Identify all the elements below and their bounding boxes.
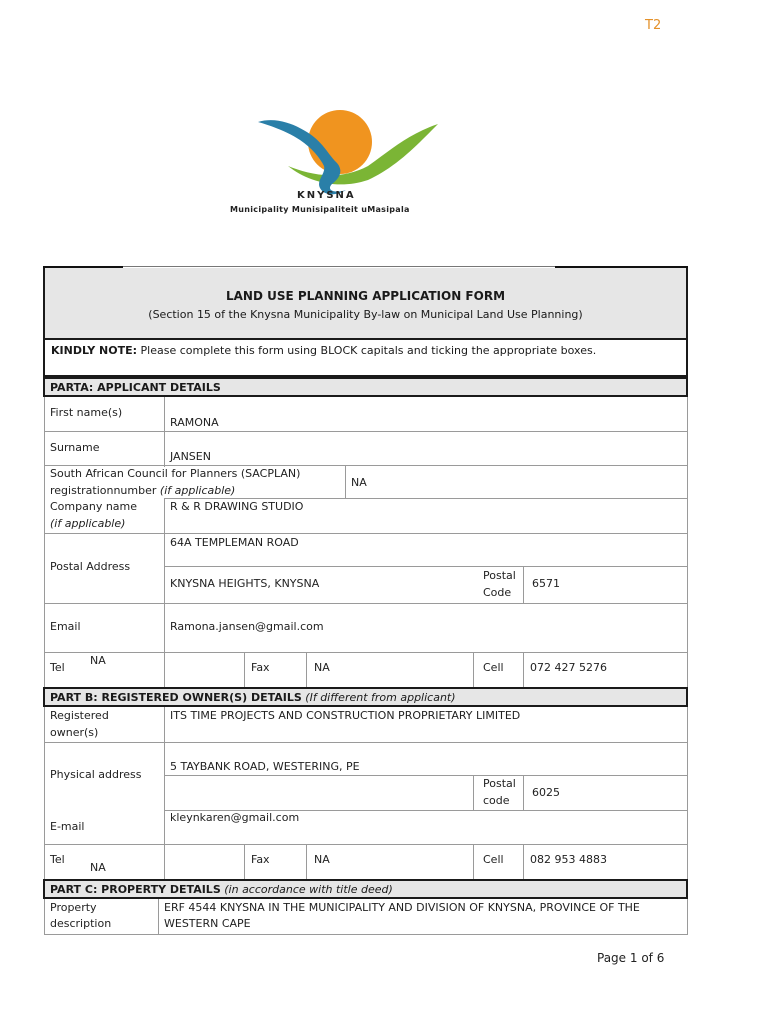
grid-line <box>164 775 688 776</box>
cell-label: Cell <box>483 661 504 674</box>
grid-line <box>44 603 688 604</box>
physical-address-label: Physical address <box>50 768 142 781</box>
sacplan-label: South African Council for Planners (SACPLAN) <box>50 467 301 480</box>
grid-line <box>44 707 45 879</box>
postal-address-line1[interactable]: 64A TEMPLEMAN ROAD <box>170 536 299 549</box>
owner-postal-code-label: Postal <box>483 777 516 790</box>
owner-label: Registered <box>50 709 109 722</box>
grid-line <box>473 775 474 810</box>
sacplan-field[interactable]: NA <box>351 476 367 489</box>
form-header <box>43 268 688 340</box>
grid-line <box>164 498 165 688</box>
owner-email-field[interactable]: kleynkaren@gmail.com <box>170 811 300 824</box>
fax-label: Fax <box>251 661 270 674</box>
grid-line <box>473 652 474 687</box>
owner-tel-field[interactable]: NA <box>90 861 106 874</box>
part-b-title: PART B: REGISTERED OWNER(S) DETAILS <box>50 691 302 704</box>
grid-line <box>523 566 524 603</box>
grid-line <box>244 844 245 879</box>
tel-label: Tel <box>50 661 65 674</box>
physical-address-field[interactable]: 5 TAYBANK ROAD, WESTERING, PE <box>170 760 360 773</box>
form-title: LAND USE PLANNING APPLICATION FORM <box>225 289 506 303</box>
first-name-label: First name(s) <box>50 406 123 419</box>
part-b-note: (If different from applicant) <box>301 691 456 704</box>
email-label: Email <box>50 620 81 633</box>
part-b-heading <box>43 687 688 707</box>
note-text: Please complete this form using BLOCK capitals and ticking the appropriate boxes. <box>137 344 597 357</box>
kindly-note <box>43 340 688 377</box>
grid-line <box>687 707 688 879</box>
grid-line <box>473 844 474 879</box>
owner-label-2: owner(s) <box>50 726 99 739</box>
note-label: KINDLY NOTE: <box>51 344 138 357</box>
part-c-heading <box>43 879 688 899</box>
owner-postal-code-label-2: code <box>483 794 510 807</box>
postal-address-label: Postal Address <box>50 560 131 573</box>
page-number: Page 1 of 6 <box>597 951 665 965</box>
postal-code-field[interactable]: 6571 <box>532 577 560 590</box>
owner-field[interactable]: ITS TIME PROJECTS AND CONSTRUCTION PROPRIETARY LIMITED <box>170 709 521 722</box>
postal-code-label-2: Code <box>483 586 512 599</box>
logo-name: KNYSNA <box>297 190 356 201</box>
email-field[interactable]: Ramona.jansen@gmail.com <box>170 620 324 633</box>
sacplan-label-2 <box>50 484 235 497</box>
owner-cell-label: Cell <box>483 853 504 866</box>
part-c-title: PART C: PROPERTY DETAILS <box>50 883 221 896</box>
owner-cell-field[interactable]: 082 953 4883 <box>530 853 607 866</box>
owner-fax-field[interactable]: NA <box>314 853 330 866</box>
grid-line <box>44 934 688 935</box>
grid-line <box>44 431 688 432</box>
grid-line <box>306 844 307 879</box>
grid-line <box>523 775 524 810</box>
property-label-2: description <box>50 917 112 930</box>
owner-fax-label: Fax <box>251 853 270 866</box>
page-code: T2 <box>645 18 662 33</box>
part-a-heading <box>43 377 688 397</box>
form-subtitle: (Section 15 of the Knysna Municipality By-law on Municipal Land Use Planning) <box>148 308 583 321</box>
owner-tel-label: Tel <box>50 853 65 866</box>
grid-line <box>158 899 159 935</box>
grid-line <box>523 844 524 879</box>
grid-line <box>44 465 688 466</box>
grid-line <box>164 397 165 467</box>
grid-line <box>164 707 165 879</box>
grid-line <box>687 899 688 935</box>
header-rule-mid <box>123 266 555 267</box>
grid-line <box>164 498 688 499</box>
grid-line <box>164 566 688 567</box>
postal-code-label: Postal <box>483 569 516 582</box>
company-label-note: (if applicable) <box>50 517 126 530</box>
grid-line <box>687 397 688 687</box>
owner-email-label: E-mail <box>50 820 85 833</box>
part-c-note: (in accordance with title deed) <box>220 883 393 896</box>
company-field[interactable]: R & R DRAWING STUDIO <box>170 500 304 513</box>
part-a-title: PARTA: APPLICANT DETAILS <box>50 381 221 394</box>
fax-field[interactable]: NA <box>314 661 330 674</box>
cell-field[interactable]: 072 427 5276 <box>530 661 607 674</box>
logo-subtitle: Municipality Munisipaliteit uMasipala <box>230 205 410 214</box>
owner-postal-code-field[interactable]: 6025 <box>532 786 560 799</box>
grid-line <box>44 652 688 653</box>
first-name-field[interactable]: RAMONA <box>170 416 219 429</box>
grid-line <box>44 844 688 845</box>
tel-field[interactable]: NA <box>90 654 106 667</box>
grid-line <box>44 742 688 743</box>
surname-label: Surname <box>50 441 100 454</box>
grid-line <box>44 397 45 687</box>
grid-line <box>244 652 245 687</box>
company-label: Company name <box>50 500 138 513</box>
property-field-line1[interactable]: ERF 4544 KNYSNA IN THE MUNICIPALITY AND DIVISION OF KNYSNA, PROVINCE OF THE <box>164 901 640 914</box>
grid-line <box>523 652 524 687</box>
surname-field[interactable]: JANSEN <box>170 450 211 463</box>
grid-line <box>44 533 688 534</box>
postal-address-line2[interactable]: KNYSNA HEIGHTS, KNYSNA <box>170 577 320 590</box>
property-field-line2[interactable]: WESTERN CAPE <box>164 917 251 930</box>
grid-line <box>44 899 45 935</box>
property-label: Property <box>50 901 97 914</box>
grid-line <box>306 652 307 687</box>
sacplan-label-note: (if applicable) <box>156 484 236 497</box>
sacplan-label-text: registrationnumber <box>50 484 157 497</box>
grid-line <box>345 465 346 499</box>
